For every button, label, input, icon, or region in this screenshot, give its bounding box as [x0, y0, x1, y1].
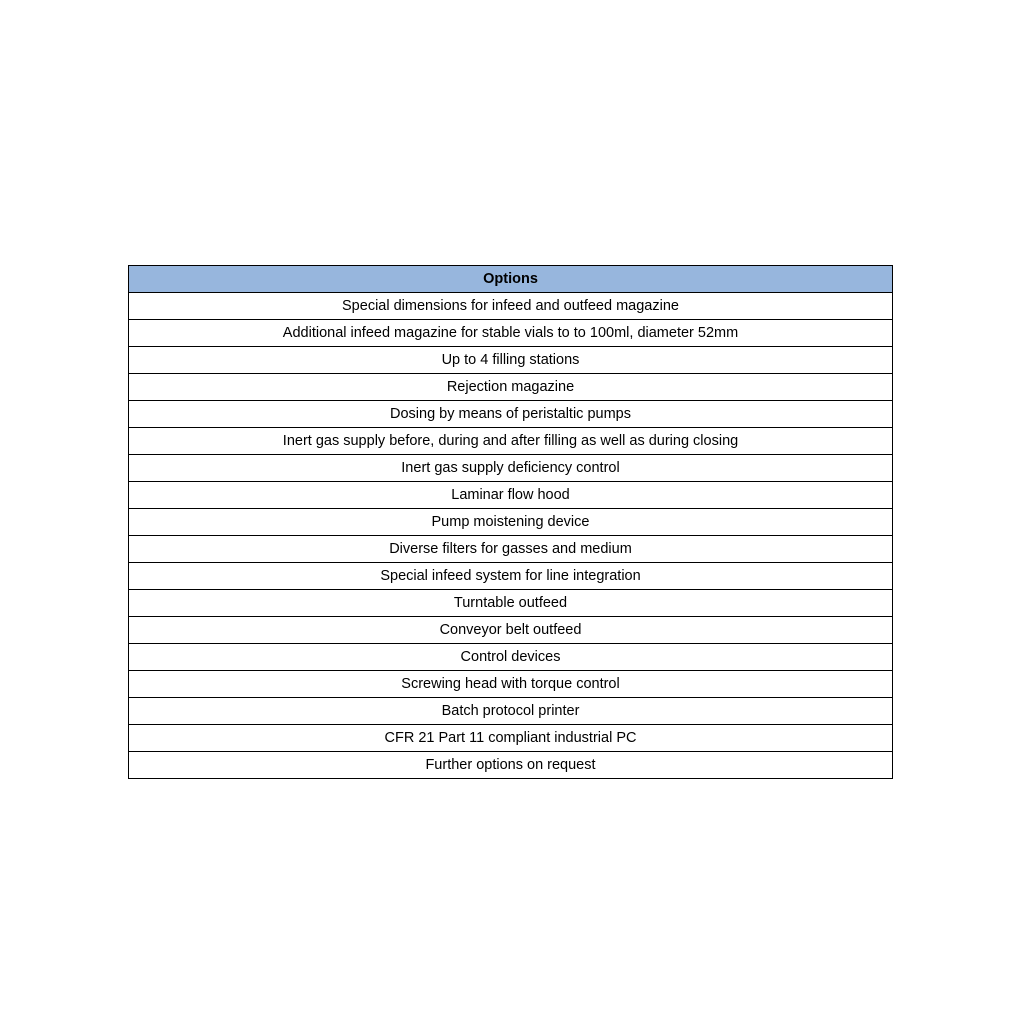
option-cell: Laminar flow hood: [129, 482, 893, 509]
table-row: [129, 374, 893, 401]
option-cell: Batch protocol printer: [129, 698, 893, 725]
table-row: [129, 752, 893, 779]
option-cell: Dosing by means of peristaltic pumps: [129, 401, 893, 428]
option-cell: Inert gas supply deficiency control: [129, 455, 893, 482]
options-table: [128, 265, 893, 779]
table-row: [129, 698, 893, 725]
option-cell: Rejection magazine: [129, 374, 893, 401]
table-row: [129, 617, 893, 644]
table-row: [129, 482, 893, 509]
table-row: [129, 644, 893, 671]
table-row: [129, 293, 893, 320]
table-row: [129, 428, 893, 455]
table-header-cell-options: Options: [129, 266, 893, 293]
table-row: [129, 347, 893, 374]
option-cell: Turntable outfeed: [129, 590, 893, 617]
option-cell: Inert gas supply before, during and after filling as well as during closing: [129, 428, 893, 455]
table-header-row: [129, 266, 893, 293]
table-row: [129, 509, 893, 536]
table-row: [129, 725, 893, 752]
table-row: [129, 671, 893, 698]
table-header-group: [129, 266, 893, 293]
option-cell: CFR 21 Part 11 compliant industrial PC: [129, 725, 893, 752]
option-cell: Up to 4 filling stations: [129, 347, 893, 374]
option-cell: Special dimensions for infeed and outfeed magazine: [129, 293, 893, 320]
table-row: [129, 455, 893, 482]
option-cell: Additional infeed magazine for stable vials to to 100ml, diameter 52mm: [129, 320, 893, 347]
option-cell: Control devices: [129, 644, 893, 671]
option-cell: Diverse filters for gasses and medium: [129, 536, 893, 563]
option-cell: Further options on request: [129, 752, 893, 779]
table-body: [129, 293, 893, 779]
table-row: [129, 563, 893, 590]
table-row: [129, 401, 893, 428]
option-cell: Conveyor belt outfeed: [129, 617, 893, 644]
option-cell: Screwing head with torque control: [129, 671, 893, 698]
table-row: [129, 590, 893, 617]
option-cell: Pump moistening device: [129, 509, 893, 536]
table-row: [129, 320, 893, 347]
table-row: [129, 536, 893, 563]
option-cell: Special infeed system for line integration: [129, 563, 893, 590]
